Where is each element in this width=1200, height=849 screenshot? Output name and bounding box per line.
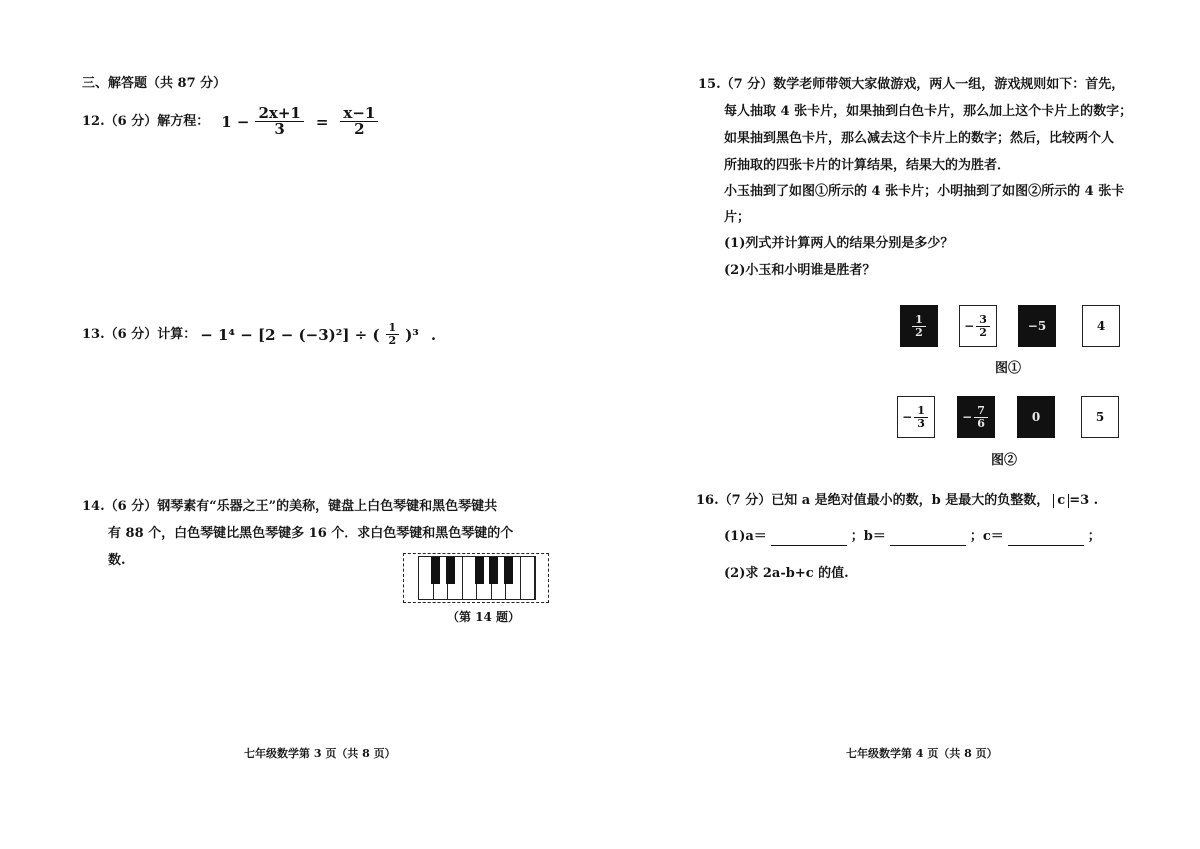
fig2-card-2-sign: − [962, 410, 973, 424]
q13-fraction [386, 322, 400, 347]
fig1-card-3 [1018, 305, 1056, 347]
question-13 [82, 322, 436, 347]
q13-expr-part2: )³ [405, 325, 419, 344]
black-key [446, 557, 455, 584]
q15-line-5: 小玉抽到了如图①所示的 4 张卡片；小明抽到了如图②所示的 4 张卡 [724, 184, 1125, 199]
q16-abs-c: c [1053, 494, 1069, 508]
q12-label: 12.（6 分）解方程： [82, 113, 210, 129]
fig2-card-3 [1017, 396, 1055, 438]
q12-equals: = [315, 112, 329, 131]
fig2-caption: 图② [991, 453, 1018, 468]
q12-frac2-num: x−1 [340, 106, 378, 122]
fig1-card-1-num: 1 [912, 314, 926, 327]
white-key [521, 557, 536, 599]
answer-blank-b[interactable] [890, 532, 966, 546]
q14-line-2: 有 88 个，白色琴键比黑色琴键多 16 个．求白色琴键和黑色琴键的个 [108, 526, 514, 541]
q15-line-1: 15.（7 分）数学老师带领大家做游戏，两人一组，游戏规则如下：首先， [698, 77, 1125, 92]
fig2-card-3-value: 0 [1031, 410, 1041, 424]
page-footer-left: 七年级数学第 3 页（共 8 页） [244, 747, 396, 760]
fig1-card-1 [900, 305, 938, 347]
fig2-card-1-sign: − [902, 410, 913, 424]
section-title: 三、解答题（共 87 分） [82, 76, 227, 91]
q12-fraction-1 [255, 106, 303, 137]
q12-lhs-one: 1 − [221, 112, 250, 131]
fig2-card-2-num: 7 [974, 405, 988, 418]
q15-sub-2: (2)小玉和小明谁是胜者？ [724, 263, 876, 278]
q13-frac-num: 1 [386, 322, 400, 335]
fig1-card-2-sign: − [964, 319, 975, 333]
piano-keyboard-figure [403, 553, 549, 603]
answer-blank-a[interactable] [771, 532, 847, 546]
right-page [600, 0, 1200, 849]
q14-figure-caption: （第 14 题） [447, 610, 521, 624]
q15-line-2: 每人抽取 4 张卡片，如果抽到白色卡片，那么加上这个卡片上的数字； [724, 104, 1133, 119]
q12-frac1-num: 2x+1 [255, 106, 303, 122]
fig1-caption: 图① [995, 361, 1022, 376]
q16-eq3: =3 . [1069, 493, 1099, 508]
q16-sub1-a: (1)a＝ [724, 529, 767, 544]
q16-sub1-b: ；b＝ [850, 529, 886, 544]
fig2-card-4-value: 5 [1095, 410, 1105, 424]
q13-expression [200, 322, 436, 347]
fig1-card-3-value: −5 [1027, 319, 1047, 333]
q14-line-1: 14.（6 分）钢琴素有“乐器之王”的美称，键盘上白色琴键和黑色琴键共 [82, 499, 498, 514]
fig1-card-2-num: 3 [976, 314, 990, 327]
q16-label: 16.（7 分）已知 a 是绝对值最小的数，b 是最大的负整数， [696, 493, 1050, 508]
black-key [475, 557, 484, 584]
black-key [431, 557, 440, 584]
q12-equation [221, 106, 380, 137]
fig2-card-2-den: 6 [977, 416, 985, 430]
black-key [504, 557, 513, 584]
q16-sub1-end: ； [1087, 529, 1101, 544]
q16-sub-2: (2)求 2a-b+c 的值. [724, 566, 849, 581]
question-16 [696, 492, 1098, 510]
fig2-card-1-num: 1 [914, 405, 928, 418]
q15-sub-1: (1)列式并计算两人的结果分别是多少？ [724, 236, 954, 251]
page-footer-right: 七年级数学第 4 页（共 8 页） [846, 747, 998, 760]
q15-line-4: 所抽取的四张卡片的计算结果，结果大的为胜者． [724, 158, 1011, 173]
fig1-card-4-value: 4 [1096, 319, 1106, 333]
fig2-card-1 [897, 396, 935, 438]
fig1-card-1-fraction [912, 314, 926, 339]
piano-keys [418, 556, 536, 600]
fig2-card-4 [1081, 396, 1119, 438]
fig1-card-4 [1082, 305, 1120, 347]
answer-blank-c[interactable] [1008, 532, 1084, 546]
fig2-card-1-fraction [914, 405, 928, 430]
fig1-card-1-den: 2 [915, 325, 923, 339]
q13-label: 13.（6 分）计算： [82, 326, 197, 342]
fig1-card-2 [959, 305, 997, 347]
q12-frac1-den: 3 [274, 120, 285, 138]
q12-frac2-den: 2 [354, 120, 365, 138]
fig2-card-2-fraction [974, 405, 988, 430]
fig1-card-2-den: 2 [979, 325, 987, 339]
q13-tail: . [430, 325, 437, 344]
q13-frac-den: 2 [388, 334, 397, 347]
q14-line-3: 数. [108, 553, 126, 568]
q13-expr-part1: − 1⁴ − [2 − (−3)²] ÷ ( [200, 325, 380, 344]
q16-sub-1 [724, 528, 1101, 546]
q15-line-3: 如果抽到黑色卡片，那么减去这个卡片上的数字；然后，比较两个人 [724, 131, 1115, 146]
fig1-card-2-fraction [976, 314, 990, 339]
q15-line-6: 片； [724, 210, 751, 225]
question-12 [82, 106, 380, 137]
q12-fraction-2 [340, 106, 378, 137]
fig2-card-1-den: 3 [917, 416, 925, 430]
q16-sub1-c: ；c＝ [969, 529, 1004, 544]
black-key [489, 557, 498, 584]
fig2-card-2 [957, 396, 995, 438]
